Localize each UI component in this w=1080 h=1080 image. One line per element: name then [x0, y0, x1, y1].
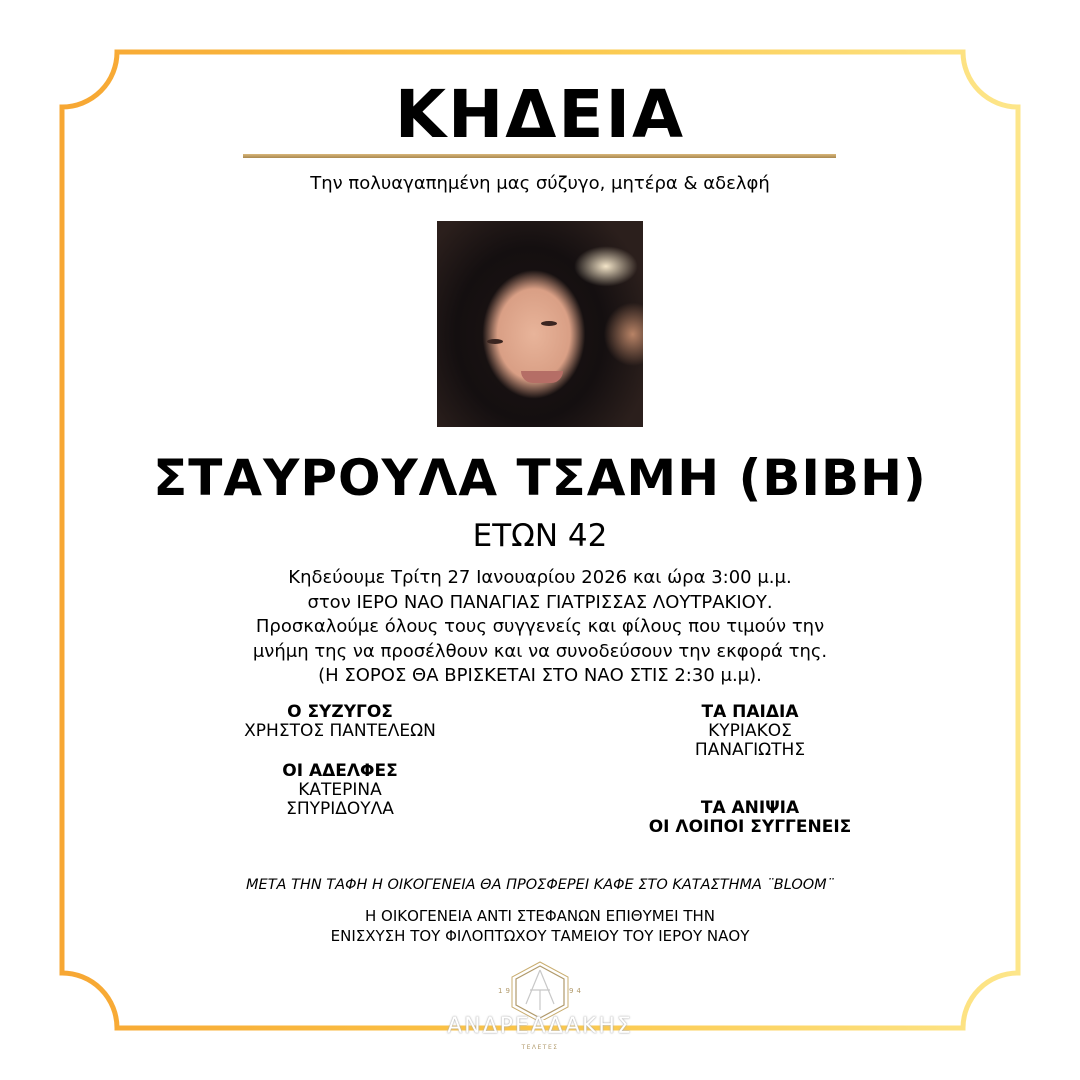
family-nephews — [590, 799, 910, 837]
nephews-heading: ΤΑ ΑΝΙΨΙΑ — [700, 798, 800, 818]
child-name: ΠΑΝΑΓΙΩΤΗΣ — [694, 740, 806, 760]
sibling-name: ΣΠΥΡΙΔΟΥΛΑ — [286, 799, 394, 819]
sibling-name: ΚΑΤΕΡΙΝΑ — [298, 780, 382, 800]
photo-eye-right — [541, 321, 557, 326]
donation-line: ΕΝΙΣΧΥΣΗ ΤΟΥ ΦΙΛΟΠΤΩΧΟΥ ΤΑΜΕΙΟΥ ΤΟΥ ΙΕΡΟΥ ΝΑΟΥ — [330, 927, 750, 945]
coffee-note: ΜΕΤΑ ΤΗΝ ΤΑΦΗ Η ΟΙΚΟΓΕΝΕΙΑ ΘΑ ΠΡΟΣΦΕΡΕΙ ΚΑΦΕ ΣΤΟ ΚΑΤΑΣΤΗΜΑ ¨BLOOM¨ — [246, 877, 834, 893]
hexagon-monogram-icon — [440, 960, 640, 1020]
photo-smile — [521, 371, 563, 383]
spouse-name: ΧΡΗΣΤΟΣ ΠΑΝΤΕΛΕΩΝ — [244, 721, 436, 741]
child-name: ΚΥΡΙΑΚΟΣ — [708, 721, 792, 741]
details-line: μνήμη της να προσέλθουν και να συνοδεύσουν την εκφορά της. — [252, 640, 828, 662]
details-line: στον ΙΕΡΟ ΝΑΟ ΠΑΝΑΓΙΑΣ ΓΙΑΤΡΙΣΣΑΣ ΛΟΥΤΡΑΚΙΟΥ. — [307, 591, 773, 613]
family-siblings — [190, 762, 490, 819]
title-divider — [243, 154, 836, 158]
deceased-name: ΣΤΑΥΡΟΥΛΑ ΤΣΑΜΗ (ΒΙΒΗ) — [153, 449, 927, 507]
deceased-age: ΕΤΩΝ 42 — [472, 518, 608, 554]
spouse-heading: Ο ΣΥΖΥΓΟΣ — [287, 702, 393, 722]
page-title: ΚΗΔΕΙΑ — [394, 76, 686, 153]
details-line: Προσκαλούμε όλους τους συγγενείς και φίλους που τιμούν την — [255, 616, 825, 637]
logo-year-right: 94 — [569, 987, 584, 995]
logo-brand: ΑΝΔΡΕΑΔΑΚΗΣ — [447, 1014, 633, 1039]
donation-note — [0, 906, 1080, 946]
donation-line: Η ΟΙΚΟΓΕΝΕΙΑ ΑΝΤΙ ΣΤΕΦΑΝΩΝ ΕΠΙΘΥΜΕΙ ΤΗΝ — [364, 907, 716, 925]
photo-eye-left — [487, 339, 503, 344]
subtitle: Την πολυαγαπημένη μας σύζυγο, μητέρα & αδελφή — [310, 173, 770, 194]
siblings-heading: ΟΙ ΑΔΕΛΦΕΣ — [282, 761, 398, 781]
portrait-photo — [437, 221, 643, 427]
logo-tagline: ΤΕΛΕΤΕΣ — [521, 1044, 559, 1051]
funeral-home-logo — [440, 960, 640, 1070]
details-line: Κηδεύουμε Τρίτη 27 Ιανουαρίου 2026 και ώρα 3:00 μ.μ. — [288, 567, 792, 588]
children-heading: ΤΑ ΠΑΙΔΙΑ — [701, 702, 799, 722]
details-line: (Η ΣΟΡΟΣ ΘΑ ΒΡΙΣΚΕΤΑΙ ΣΤΟ ΝΑΟ ΣΤΙΣ 2:30 μ.μ). — [318, 665, 762, 686]
family-children — [590, 703, 910, 760]
family-spouse — [190, 703, 490, 741]
nephews-name: ΟΙ ΛΟΙΠΟΙ ΣΥΓΓΕΝΕΙΣ — [648, 817, 852, 837]
logo-year-left: 19 — [498, 987, 513, 995]
funeral-details — [0, 566, 1080, 689]
